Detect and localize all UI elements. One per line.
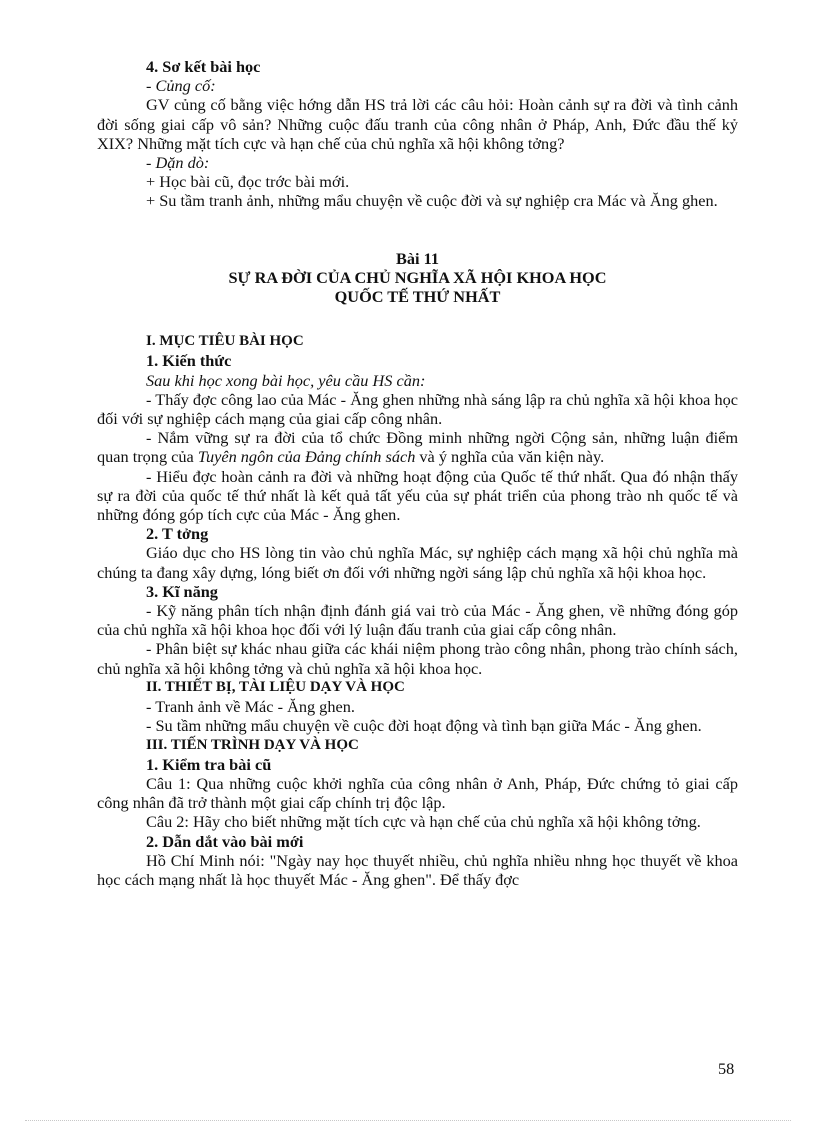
document-page [97,57,738,889]
materials-item: - Tranh ảnh về Mác - Ăng ghen. [146,697,355,717]
lesson-subtitle: QUỐC TẾ THỨ NHẤT [334,287,501,307]
review-question: Câu 2: Hãy cho biết những mặt tích cực và hạn chế của chủ nghĩa xã hội không tởng. [146,812,701,832]
consolidation-label: - Củng cố: [146,76,216,96]
materials-item: - Su tầm những mẩu chuyện về cuộc đời hoạt động và tình bạn giữa Mác - Ăng ghen. [146,716,702,736]
knowledge-item-text: - Nắm vững sự ra đời của tổ chức Đồng minh những ngời Cộng sản, những luận điểm quan trọng của [97,428,738,467]
page-number: 58 [718,1059,735,1078]
knowledge-item-text: và ý nghĩa của văn kiện này. [415,447,605,467]
knowledge-intro: Sau khi học xong bài học, yêu cầu HS cần: [146,370,426,390]
page-bottom-divider [25,1120,791,1121]
part-heading-materials: II. THIẾT BỊ, TÀI LIỆU DẠY VÀ HỌC [146,678,405,695]
subheading-review: 1. Kiểm tra bài cũ [146,754,272,774]
skills-item: - Kỹ năng phân tích nhận định đánh giá vai trò của Mác - Ăng ghen, về những đóng góp của chủ nghĩa xã hội khoa học đối với lý luận đấu tranh của giai cấp công nhân. [97,601,738,640]
homework-label: - Dặn dò: [146,153,210,173]
section-heading-summary: 4. Sơ kết bài học [146,57,261,76]
manifesto-title: Tuyên ngôn của Đảng chính sách [197,447,416,467]
skills-item: - Phân biệt sự khác nhau giữa các khái niệm phong trào công nhân, phong trào chính sách, chủ nghĩa xã hội không tởng và chủ nghĩa xã hội khoa học. [97,639,738,678]
part-heading-objectives: I. MỤC TIÊU BÀI HỌC [146,333,304,350]
knowledge-item: - Thấy đợc công lao của Mác - Ăng ghen những nhà sáng lập ra chủ nghĩa xã hội khoa học đối với sự nghiệp cách mạng của giai cấp công nhân. [97,389,738,429]
review-question: Câu 1: Qua những cuộc khởi nghĩa của công nhân ở Anh, Pháp, Đức chứng tỏ giai cấp công nhân đã trở thành một giai cấp chính trị độc lập. [97,773,738,813]
ideology-text: Giáo dục cho HS lòng tin vào chủ nghĩa Mác, sự nghiệp cách mạng xã hội chủ nghĩa mà chúng ta đang xây dựng, lóng biết ơn đối với những ngời sáng lập chủ nghĩa xã hội khoa học. [97,543,738,582]
subheading-skills: 3. Kĩ năng [146,581,218,601]
subheading-knowledge: 1. Kiến thức [146,351,232,371]
subheading-introduction: 2. Dẫn dắt vào bài mới [146,831,304,851]
knowledge-item [97,428,738,466]
part-heading-process: III. TIẾN TRÌNH DẠY VÀ HỌC [146,736,359,753]
knowledge-item: - Hiểu đợc hoàn cảnh ra đời và những hoạt động của Quốc tế thứ nhất. Qua đó nhận thấy sự ra đời của quốc tế thứ nhất là kết quả tất yếu của sự phát triển của phong trào nh quốc tế và những đóng góp tích cực của Mác - Ăng ghen. [97,466,738,525]
homework-item: + Học bài cũ, đọc trớc bài mới. [146,172,350,192]
subheading-ideology: 2. T tởng [146,524,209,544]
lesson-number: Bài 11 [396,248,439,268]
homework-item: + Su tầm tranh ảnh, những mẩu chuyện về cuộc đời và sự nghiệp cra Mác và Ăng ghen. [146,191,718,211]
lesson-title: SỰ RA ĐỜI CỦA CHỦ NGHĨA XÃ HỘI KHOA HỌC [228,267,607,287]
consolidation-text: GV củng cố bằng việc hớng dẫn HS trả lời các câu hỏi: Hoàn cảnh sự ra đời và tình cảnh đời sống giai cấp vô sản? Những cuộc đấu tranh của công nhân ở Pháp, Anh, Đức đầu thế kỷ XIX? Những mặt tích cực và hạn chế của chủ nghĩa xã hội không tởng? [97,95,738,153]
introduction-text: Hồ Chí Minh nói: "Ngày nay học thuyết nhiều, chủ nghĩa nhiều nhng học thuyết về khoa học cách mạng nhất là học thuyết Mác - Ăng ghen". Để thấy đợc [97,850,738,889]
